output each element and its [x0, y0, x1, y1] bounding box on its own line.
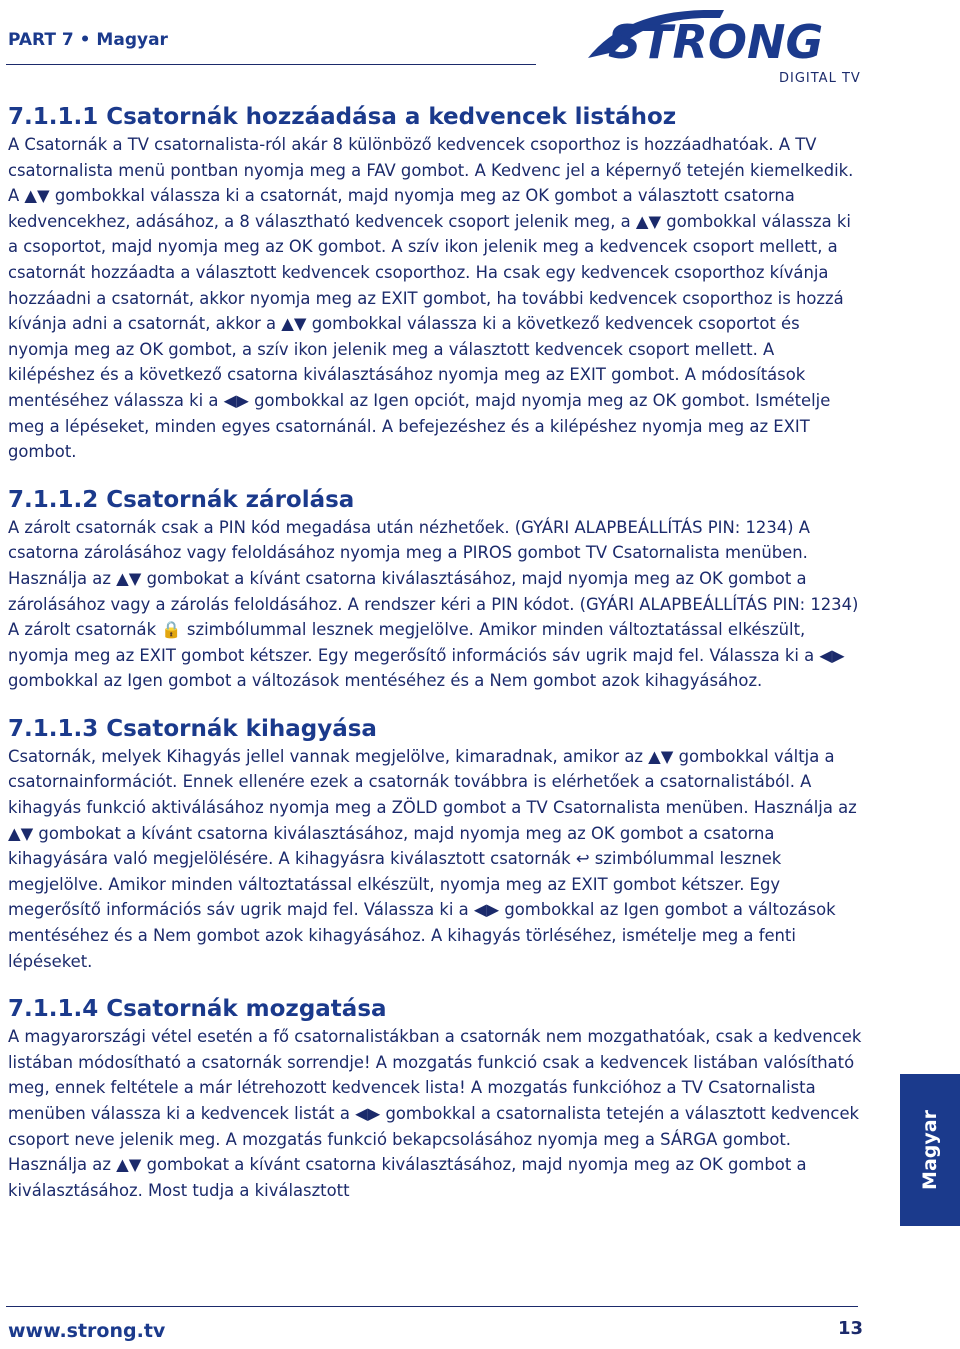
- language-side-tab: [900, 1074, 960, 1226]
- strong-logo: [584, 6, 860, 70]
- section-text: A zárolt csatornák csak a PIN kód megadása után nézhetőek. (GYÁRI ALAPBEÁLLÍTÁS PIN: 1234) A csatorna zárolásához vagy feloldásához nyomja meg a PIROS gombot TV Csatornalista menüben. Használja az ▲▼ gombokat a kívánt csatorna kiválasztásához, majd nyomja meg az OK gombot a zárolásához vagy a zárolás feloldásához. A rendszer kéri a PIN kódot. (GYÁRI ALAPBEÁLLÍTÁS PIN: 1234) A zárolt csatornák 🔒 szimbólummal lesznek megjelölve. Amikor minden változtatással elkészült, nyomja meg az EXIT gombot kétszer. Egy megerősítő információs sáv ugrik majd fel. Válassza ki a ◀▶ gombokkal az Igen gombot a változások mentéséhez és a Nem gombot azok kihagyásához.: [8, 517, 859, 691]
- section-move: [8, 994, 863, 1203]
- section-lock: [8, 485, 863, 694]
- main-content: [8, 102, 863, 1223]
- section-title: 7.1.1.4 Csatornák mozgatása: [8, 996, 387, 1023]
- logo-subtitle: DIGITAL TV: [779, 71, 861, 86]
- page-number: 13: [838, 1318, 864, 1339]
- section-text: A Csatornák a TV csatornalista-ról akár 8 különböző kedvencek csoporthoz is hozzáadhatóak. A TV csatornalista menü pontban nyomja meg a FAV gombot. A Kedvenc jel a képernyő tetején kiemelkedik. A ▲▼ gombokkal válassza ki a csatornát, majd nyomja meg az OK gombot a választott csatorna kedvencekhez, adásához, a 8 választható kedvencek csoport jelenik meg, a ▲▼ gombokkal válassza ki a csoportot, majd nyomja meg az OK gombot. A szív ikon jelenik meg a kedvencek csoport mellett, a csatornát hozzáadta a választott kedvencek csoporthoz. Ha csak egy kedvencek csoporthoz kívánja hozzáadni a csatornát, akkor nyomja meg az EXIT gombot, ha további kedvencek csoporthoz is hozzá kívánja adni a csatornát, akkor a ▲▼ gombokkal válassza ki a következő kedvencek csoportot és nyomja meg az OK gombot, a szív ikon jelenik meg a választott kedvencek csoport mellett. A kilépéshez és a következő csatorna kiválasztásához nyomja meg az EXIT gombot. A módosítások mentéséhez válassza ki a ◀▶ gombokkal az Igen opciót, majd nyomja meg az OK gombot. Ismételje meg a lépéseket, minden egyes csatornánál. A befejezéshez és a kilépéshez nyomja meg az EXIT gombot.: [8, 135, 854, 462]
- section-skip: [8, 714, 863, 974]
- section-text: Csatornák, melyek Kihagyás jellel vannak megjelölve, kimaradnak, amikor az ▲▼ gombokkal váltja a csatornainformációt. Ennek ellenére ezek a csatornák továbbra is elérhetőek a csatornalistából. A kihagyás funkció aktiválásához nyomja meg a ZÖLD gombot a TV Csatornalista menüben. Használja az ▲▼ gombokat a kívánt csatorna kiválasztásához, majd nyomja meg az OK gombot a csatorna kihagyására való megjelölésére. A kihagyásra kiválasztott csatornák ↩ szimbólummal lesznek megjelölve. Amikor minden változtatással elkészült, nyomja meg az EXIT gombot kétszer. Egy megerősítő információs sáv ugrik majd fel. Válassza ki a ◀▶ gombokkal az Igen gombot a változások mentéséhez és a Nem gombot azok kihagyásához. A kihagyás törléséhez, ismételje meg a fenti lépéseket.: [8, 746, 857, 971]
- logo-text: STRONG: [608, 15, 824, 69]
- side-tab-label: Magyar: [919, 1110, 941, 1190]
- section-title: 7.1.1.1 Csatornák hozzáadása a kedvencek listához: [8, 104, 677, 130]
- footer-divider: [6, 1306, 858, 1307]
- section-text: A magyarországi vétel esetén a fő csatornalistákban a csatornák nem mozgathatóak, csak a kedvencek listában módosítható a csatornák sorrendje! A mozgatás funkció csak a kedvencek listában valósítható meg, ennek feltétele a már létrehozott kedvencek lista! A mozgatás funkcióhoz a TV Csatornalista menüben válassza ki a kedvencek listát a ◀▶ gombokkal a csatornalista tetején a választott kedvencek csoport neve jelenik meg. A mozgatás funkció bekapcsolásához nyomja meg a SÁRGA gombot. Használja az ▲▼ gombokat a kívánt csatorna kiválasztásához, majd nyomja meg az OK gombot a kiválasztásához. Most tudja a kiválasztott: [8, 1027, 862, 1200]
- section-add-favourites: [8, 102, 863, 465]
- part-label: PART 7 • Magyar: [8, 30, 168, 50]
- section-title: 7.1.1.2 Csatornák zárolása: [8, 486, 355, 513]
- footer-url[interactable]: www.strong.tv: [8, 1320, 166, 1342]
- header-divider: [6, 64, 536, 65]
- section-title: 7.1.1.3 Csatornák kihagyása: [8, 715, 377, 742]
